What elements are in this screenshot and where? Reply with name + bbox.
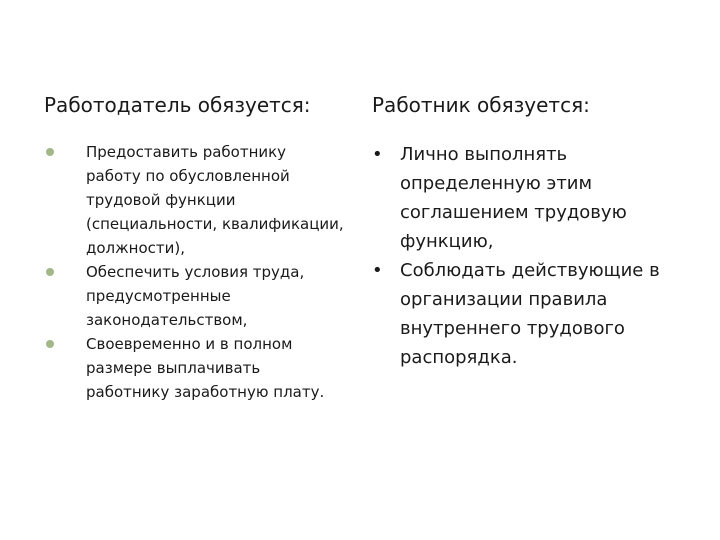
list-item-text: Соблюдать действующие в организации правила внутреннего трудового распорядка. <box>400 260 660 368</box>
employee-heading: Работник обязуется: <box>372 93 590 117</box>
list-item-text: Лично выполнять определенную этим соглашением трудовую функцию, <box>400 144 627 252</box>
bullet-dot-icon <box>46 340 54 348</box>
list-item <box>44 260 344 332</box>
employer-heading: Работодатель обязуется: <box>44 93 311 117</box>
employee-column <box>372 92 692 372</box>
list-item-text: Обеспечить условия труда, предусмотренные законодательством, <box>86 263 305 329</box>
bullet-icon: • <box>372 260 383 281</box>
bullet-dot-icon <box>46 148 54 156</box>
list-item <box>372 256 692 372</box>
list-item <box>44 140 344 260</box>
list-item <box>372 140 692 256</box>
employee-obligations-list <box>372 140 692 372</box>
employer-obligations-list <box>44 140 344 404</box>
list-item-text: Своевременно и в полном размере выплачивать работнику заработную плату. <box>86 335 325 401</box>
employer-column <box>44 92 344 404</box>
bullet-dot-icon <box>46 268 54 276</box>
bullet-icon: • <box>372 144 383 165</box>
list-item <box>44 332 344 404</box>
list-item-text: Предоставить работнику работу по обусловленной трудовой функции (специальности, квалификации, должности), <box>86 143 344 257</box>
